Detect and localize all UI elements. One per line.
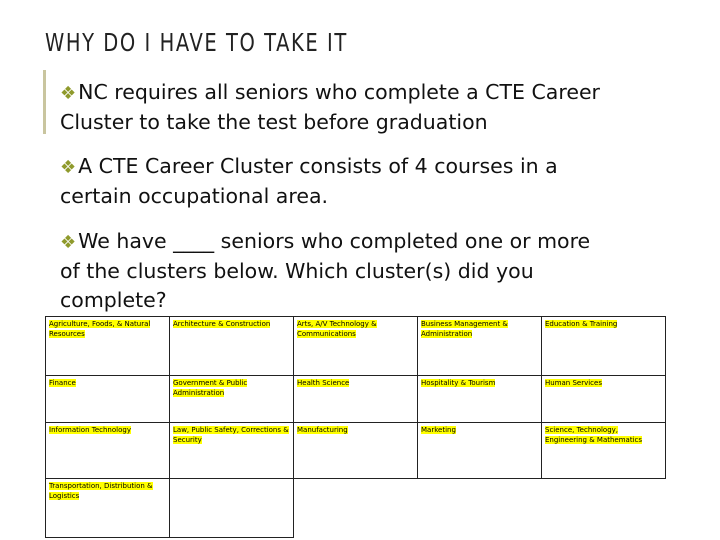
cluster-cell: Agriculture, Foods, & Natural Resources bbox=[46, 317, 170, 376]
accent-bar bbox=[43, 70, 46, 134]
empty-cell bbox=[294, 479, 418, 538]
bullet-3-line-2: of the clusters below. Which cluster(s) did you bbox=[60, 259, 534, 283]
cluster-cell: Human Services bbox=[542, 376, 666, 423]
cluster-cell: Law, Public Safety, Corrections & Security bbox=[170, 423, 294, 479]
cluster-table bbox=[45, 316, 666, 538]
cluster-cell: Architecture & Construction bbox=[170, 317, 294, 376]
cluster-cell: Health Science bbox=[294, 376, 418, 423]
diamond-bullet-icon: ❖ bbox=[60, 83, 77, 104]
bullet-2-line-2: certain occupational area. bbox=[60, 184, 329, 208]
cluster-cell: Hospitality & Tourism bbox=[418, 376, 542, 423]
table-row bbox=[46, 479, 666, 538]
table-row bbox=[46, 376, 666, 423]
empty-cell bbox=[418, 479, 542, 538]
table-row bbox=[46, 317, 666, 376]
bullet-3-line-3: complete? bbox=[60, 288, 167, 312]
bullet-3-line-1: We have ____ seniors who completed one or more bbox=[78, 229, 591, 253]
cluster-cell: Transportation, Distribution & Logistics bbox=[46, 479, 170, 538]
cluster-cell: Manufacturing bbox=[294, 423, 418, 479]
bullet-1 bbox=[60, 78, 680, 137]
cluster-cell: Education & Training bbox=[542, 317, 666, 376]
slide-title: WHY DO I HAVE TO TAKE IT bbox=[45, 28, 348, 57]
cluster-cell: Information Technology bbox=[46, 423, 170, 479]
cluster-cell: Marketing bbox=[418, 423, 542, 479]
cluster-cell: Science, Technology, Engineering & Mathematics bbox=[542, 423, 666, 479]
bullet-2 bbox=[60, 152, 680, 211]
table-row bbox=[46, 423, 666, 479]
cluster-cell: Business Management & Administration bbox=[418, 317, 542, 376]
diamond-bullet-icon: ❖ bbox=[60, 232, 77, 253]
empty-cell bbox=[542, 479, 666, 538]
bullet-2-line-1: A CTE Career Cluster consists of 4 courses in a bbox=[78, 154, 558, 178]
bullet-3 bbox=[60, 227, 680, 315]
bullet-1-line-1: NC requires all seniors who complete a CTE Career bbox=[78, 80, 600, 104]
diamond-bullet-icon: ❖ bbox=[60, 157, 77, 178]
cluster-cell: Arts, A/V Technology & Communications bbox=[294, 317, 418, 376]
empty-cell bbox=[170, 479, 294, 538]
cluster-cell: Finance bbox=[46, 376, 170, 423]
cluster-cell: Government & Public Administration bbox=[170, 376, 294, 423]
bullet-1-line-2: Cluster to take the test before graduation bbox=[60, 110, 488, 134]
